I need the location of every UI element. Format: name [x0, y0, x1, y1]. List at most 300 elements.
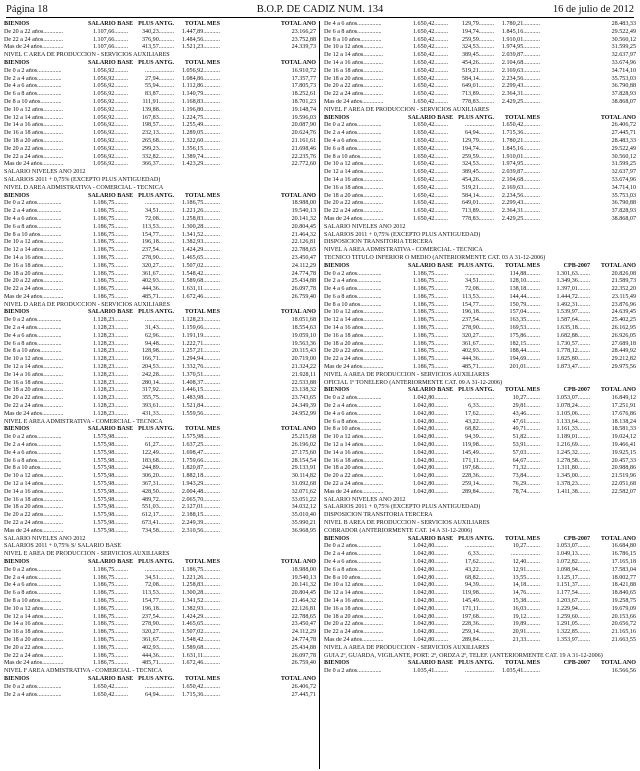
cell: 38.868,07 [611, 215, 636, 222]
table-row [324, 348, 636, 356]
cell: 1.107,66......... [92, 36, 128, 43]
cell: De 18 a 20 años............. [324, 613, 384, 620]
table-row [324, 21, 636, 29]
section-heading [324, 247, 636, 255]
cell: De 22 a 24 años............. [324, 91, 384, 98]
cell: 29.522,49 [611, 28, 636, 35]
cell: 18.554,63 [291, 325, 316, 332]
cell: 26.406,72 [611, 122, 636, 129]
cell: SALARIO NIVELES AÑO 2012 [324, 496, 406, 503]
cell: 1.322,85........ [556, 629, 590, 636]
cell: 154,77.......... [142, 597, 174, 604]
cell: 19.540,13 [291, 208, 316, 215]
cell: 1.186,75......... [92, 574, 128, 581]
cell: 1.341,52........... [181, 597, 220, 604]
table-row [4, 621, 316, 629]
cell: De 4 a 6 años................ [324, 286, 382, 293]
table-row [324, 434, 636, 442]
table-row [4, 434, 316, 442]
table-row [4, 684, 316, 692]
table-row [4, 122, 316, 130]
table-row [324, 200, 636, 208]
cell: TOTAL MES [184, 59, 220, 66]
table-header [4, 426, 316, 434]
table-row [4, 278, 316, 286]
cell: 14,18......... [512, 582, 540, 589]
table-row [324, 146, 636, 154]
cell: 1.229,94........ [556, 605, 590, 612]
cell: SALARIO BASE [88, 192, 134, 199]
cell: 19,89......... [512, 621, 540, 628]
cell: De 4 a 6 años................ [324, 137, 382, 144]
cell: 1.186,75......... [92, 247, 128, 254]
cell: De 12 a 14 años............. [4, 481, 64, 488]
cell: 20.804,45 [291, 223, 316, 230]
cell: 713,89.......... [462, 208, 494, 215]
table-row [4, 29, 316, 37]
cell: PLUS ANTG. [138, 558, 174, 565]
cell: 2.104,68........... [501, 176, 540, 183]
cell: TOTAL MES [184, 558, 220, 565]
cell: TOTAL MES [504, 535, 540, 542]
cell: 1.186,75......... [412, 317, 448, 324]
cell: 94,48.......... [145, 340, 174, 347]
table-row [4, 317, 316, 325]
cell: 18.002,77 [611, 574, 636, 581]
cell: De 14 a 16 años............. [4, 621, 64, 628]
table-row [324, 450, 636, 458]
cell: 2.169,63........... [501, 184, 540, 191]
cell: 1.053,07........ [556, 395, 590, 402]
cell: De 16 a 18 años............. [4, 262, 64, 269]
cell: 2.310,56........... [181, 527, 220, 534]
table-row [324, 286, 636, 294]
cell: 1.378,23........ [556, 481, 590, 488]
cell: SALARIO BASE [88, 59, 134, 66]
section-heading [324, 653, 636, 661]
cell: 19.466,41 [611, 442, 636, 449]
cell: 1.168,83........... [181, 98, 220, 105]
cell: 278,90.......... [462, 325, 494, 332]
section-heading [324, 107, 636, 115]
cell: NIVEL C AREA DE PRODUCCION - SERVICIOS AUXILIARES [4, 52, 170, 59]
cell: 145,49.......... [462, 597, 494, 604]
cell: 24.639,45 [611, 309, 636, 316]
cell: 1.053,07........ [556, 543, 590, 550]
section-heading [4, 302, 316, 310]
cell: 1.446,15........... [181, 387, 220, 394]
cell: 1.587,64........ [556, 317, 590, 324]
table-row [324, 161, 636, 169]
cell: 1.575,98......... [92, 434, 128, 441]
cell: De 22 a 24 años............. [4, 153, 64, 160]
section-heading [324, 504, 636, 512]
table-row [4, 333, 316, 341]
cell: TOTAL AÑO [280, 192, 316, 199]
cell: 444,36.......... [142, 286, 174, 293]
table-row [324, 395, 636, 403]
cell: TOTAL MES [184, 309, 220, 316]
cell: 389,45.......... [462, 52, 494, 59]
cell: 34,51.......... [465, 278, 494, 285]
cell: 27,94.......... [145, 75, 174, 82]
cell: 1.186,75......... [412, 332, 448, 339]
cell: De 6 a 8 años................ [324, 293, 382, 300]
cell: 20.457,33 [611, 457, 636, 464]
cell: 673,41.......... [142, 520, 174, 526]
cell: De 16 a 18 años............. [4, 496, 64, 503]
cell: 31.599,25 [611, 44, 636, 51]
cell: 35.010,40 [291, 512, 316, 519]
cell: 201,01......... [509, 364, 540, 371]
cell: 16.786,15 [611, 551, 636, 558]
cell: 1.575,98......... [92, 527, 128, 534]
cell: 128,98.......... [142, 348, 174, 355]
table-row [4, 341, 316, 349]
cell: 19.540,13 [291, 574, 316, 581]
cell: 454,26.......... [462, 59, 494, 66]
cell: 1.042,80......... [412, 418, 448, 425]
cell: 1.650,42......... [412, 208, 448, 215]
cell: 1.650,42......... [412, 169, 448, 176]
table-header [4, 21, 316, 29]
cell: 32.637,97 [611, 52, 636, 59]
cell: 83,87.......... [145, 91, 174, 98]
cell: De 0 a 2 años................ [4, 683, 62, 690]
cell: Mas de 24 años.............. [324, 215, 384, 222]
cell: De 4 a 6 años................ [324, 410, 382, 417]
cell: 734,58.......... [142, 527, 174, 534]
cell: 1.042,80......... [412, 434, 448, 441]
cell: 33.674,96 [611, 176, 636, 183]
cell: 1.128,23......... [92, 403, 128, 410]
cell: 1.259,60........ [556, 613, 590, 620]
cell: 1.294,94........... [181, 356, 220, 363]
cell: 1.056,92......... [92, 153, 128, 160]
cell: 1.465,65........... [181, 621, 220, 628]
cell: TOTAL MES [184, 192, 220, 199]
cell: 61,27.......... [145, 442, 174, 449]
cell: ................... [145, 200, 174, 207]
cell: 1.042,80......... [412, 481, 448, 488]
table-row [324, 302, 636, 310]
cell: 26.196,02 [291, 442, 316, 449]
cell: 68,82.......... [465, 574, 494, 581]
cell: 1.575,98......... [92, 520, 128, 526]
table-row [324, 185, 636, 193]
cell: De 20 a 22 años............. [4, 512, 64, 519]
cell: 28.483,33 [611, 21, 636, 27]
cell: 20.115,43 [291, 348, 316, 355]
cell: 1.650,42......... [412, 21, 448, 27]
cell: 1.650,42......... [412, 75, 448, 82]
cell: 25.402,25 [611, 317, 636, 324]
cell: 519,21.......... [462, 184, 494, 191]
section-heading [4, 177, 316, 185]
cell: 1.332,76........... [181, 364, 220, 371]
table-row [4, 614, 316, 622]
cell: De 10 a 12 años............. [324, 309, 384, 316]
cell: 20.719,00 [291, 356, 316, 363]
cell: 25.434,88 [291, 278, 316, 285]
cell: De 6 a 8 años................ [324, 145, 382, 152]
cell: 1.042,80......... [412, 403, 448, 410]
cell: OFICIAL 1º TONELERO (ANTERIORMENTE CAT. 09 A 31-12-2006) [324, 379, 503, 386]
cell: De 10 a 12 años............. [324, 161, 384, 168]
table-row [4, 154, 316, 162]
table-row [4, 567, 316, 575]
cell: 1.186,75......... [412, 270, 448, 277]
cell: 1.650,42......... [412, 122, 448, 129]
cell: De 8 a 10 años.............. [324, 574, 382, 581]
cell: TOTAL MES [504, 262, 540, 269]
cell: ................... [511, 551, 540, 558]
table-row [4, 660, 316, 668]
cell: De 10 a 12 años............. [4, 605, 64, 612]
cell: 163,35......... [509, 317, 540, 324]
cell: 1.575,98......... [92, 496, 128, 503]
cell: 1.341,52........... [181, 231, 220, 238]
cell: 1.589,68........... [181, 278, 220, 285]
cell: 1.042,80......... [412, 636, 448, 643]
table-row [324, 567, 636, 575]
cell: NIVEL B AREA DE PRODUCCION - SERVICIOS AUXILIARES [324, 520, 490, 526]
cell: 18.840,65 [611, 590, 636, 597]
cell: 584,14.......... [462, 75, 494, 82]
cell: 237,54.......... [462, 317, 494, 324]
cell: De 4 a 6 años................ [324, 21, 382, 27]
cell: 16.910,72 [291, 67, 316, 74]
cell: 17,62.......... [465, 558, 494, 565]
cell: 1.186,75......... [412, 348, 448, 355]
cell: 1.186,75......... [92, 208, 128, 215]
cell: 167,83.......... [142, 114, 174, 121]
cell: TOTAL AÑO [280, 59, 316, 66]
table-row [4, 130, 316, 138]
cell: PLUS ANTG. [458, 387, 494, 394]
table-row [4, 442, 316, 450]
cell: 1.322,60........... [181, 137, 220, 144]
cell: Mas de 24 años.............. [4, 293, 64, 300]
table-row [324, 208, 636, 216]
cell: 1.128,23......... [92, 325, 128, 332]
cell: 17.165,18 [611, 558, 636, 565]
cell: 1.112,86........... [182, 83, 220, 90]
cell: 1.042,80......... [412, 629, 448, 636]
cell: 1.492,31........ [556, 301, 590, 308]
cell: 25.434,88 [291, 644, 316, 651]
table-row [4, 239, 316, 247]
cell: BIENIOS [4, 675, 30, 682]
cell: 1.635,18........ [556, 325, 590, 332]
table-row [4, 263, 316, 271]
cell: 16.566,56 [611, 668, 636, 675]
cell: 26.759,40 [291, 660, 316, 667]
cell: PLUS ANTG. [458, 535, 494, 542]
cell: 19.679,09 [611, 605, 636, 612]
page-number: Página 18 [6, 4, 48, 15]
cell: 14,76......... [512, 590, 540, 597]
cell: 1.650,42......... [92, 683, 128, 690]
cell: De 2 a 4 años................ [324, 551, 382, 558]
cell: 1.042,80......... [412, 582, 448, 589]
cell: 1.186,75......... [412, 340, 448, 347]
cell: 317,92.......... [142, 387, 174, 394]
table-row [4, 138, 316, 146]
cell: 129,79.......... [462, 137, 494, 144]
table-row [324, 138, 636, 146]
cell: 1.521,23........... [181, 44, 220, 51]
table-header [324, 536, 636, 544]
cell: 485,71.......... [142, 293, 174, 300]
cell: 242,28.......... [142, 371, 174, 378]
cell: 62,96.......... [145, 332, 174, 339]
cell: 278,90.......... [142, 621, 174, 628]
table-row [4, 37, 316, 45]
cell: 129,79.......... [462, 21, 494, 27]
cell: 22.582,07 [611, 488, 636, 495]
cell: 1.424,29........... [181, 247, 220, 254]
cell: 1.186,75......... [92, 597, 128, 604]
cell: SALARIO BASE [88, 426, 134, 433]
cell: 1.078,24........ [556, 403, 590, 410]
cell: 18.988,00 [291, 200, 316, 207]
cell: CPB-2007 [563, 262, 590, 269]
cell: 778,83.......... [462, 215, 494, 222]
cell: 194,69......... [509, 356, 540, 363]
cell: 1.128,23......... [92, 379, 128, 386]
cell: 21.324,22 [291, 364, 316, 371]
cell: 22.788,65 [291, 247, 316, 254]
cell: 1.196,80........... [181, 106, 220, 113]
cell: De 18 a 20 años............. [4, 636, 64, 643]
cell: 1.042,80......... [412, 558, 448, 565]
cell: De 22 a 24 años............. [4, 520, 64, 526]
cell: PLUS ANTG. [458, 262, 494, 269]
cell: 18.051,68 [291, 317, 316, 324]
cell: BIENIOS [4, 558, 30, 565]
cell: De 6 a 8 años................ [4, 457, 62, 464]
cell: 20.656,72 [611, 621, 636, 628]
cell: 119,98.......... [462, 590, 494, 597]
cell: 1.186,75......... [412, 301, 448, 308]
cell: De 12 a 14 años............. [324, 52, 384, 59]
table-row [4, 200, 316, 208]
cell: 1.042,80......... [412, 395, 448, 402]
cell: 27.175,60 [291, 449, 316, 456]
right-column [324, 21, 636, 769]
cell: 1.300,28........... [181, 223, 220, 230]
cell: 1.650,42......... [412, 200, 448, 207]
table-row [4, 247, 316, 255]
table-row [4, 590, 316, 598]
cell: 37.828,93 [611, 91, 636, 98]
cell: 31.599,25 [611, 161, 636, 168]
cell: TOTAL AÑO [280, 309, 316, 316]
cell: TOTAL AÑO [280, 558, 316, 565]
cell: 402,93.......... [142, 278, 174, 285]
cell: De 16 a 18 años............. [4, 379, 64, 386]
section-heading [4, 185, 316, 193]
cell: De 6 a 8 años................ [4, 340, 62, 347]
table-row [4, 645, 316, 653]
cell: De 14 a 16 años............. [324, 176, 384, 183]
cell: TOTAL MES [504, 114, 540, 121]
cell: 1.575,98......... [92, 488, 128, 495]
cell: PLUS ANTG. [138, 309, 174, 316]
cell: 20.153,66 [611, 613, 636, 620]
cell: 22.772,60 [291, 161, 316, 168]
cell: 1.128,23......... [92, 317, 128, 324]
cell: De 10 a 12 años............. [4, 106, 64, 113]
table-row [324, 309, 636, 317]
cell: 1.910,01........... [501, 153, 540, 160]
cell: 1.186,75......... [92, 215, 128, 222]
table-row [324, 621, 636, 629]
cell: 1.128,23........... [181, 317, 220, 324]
cell: 17.357,77 [291, 75, 316, 82]
cell: 19.059,10 [291, 332, 316, 339]
cell: 1.042,80......... [412, 488, 448, 495]
cell: De 16 a 18 años............. [324, 67, 384, 74]
cell: 30.560,12 [611, 36, 636, 43]
table-row [4, 216, 316, 224]
cell: 1.186,75......... [92, 582, 128, 589]
section-heading [324, 520, 636, 528]
cell: 1.128,23......... [92, 395, 128, 402]
table-row [4, 356, 316, 364]
cell: 1.042,80......... [412, 543, 448, 550]
cell: De 2 a 4 años................ [4, 691, 62, 698]
cell: 1.575,98......... [92, 465, 128, 472]
table-row [4, 582, 316, 590]
cell: 2.188,15........... [181, 512, 220, 519]
table-row [324, 458, 636, 466]
cell: 355,75.......... [142, 395, 174, 402]
table-row [4, 450, 316, 458]
cell: De 4 a 6 años................ [324, 558, 382, 565]
cell: 1.072,82........ [556, 558, 590, 565]
cell: 1.650,42......... [412, 137, 448, 144]
cell: ................... [145, 67, 174, 74]
cell: 280,14.......... [142, 379, 174, 386]
cell: 21.165,16 [611, 629, 636, 636]
cell: 1.186,75......... [92, 566, 128, 573]
table-row [4, 458, 316, 466]
cell: 21.928,11 [291, 371, 316, 378]
section-heading [324, 224, 636, 232]
cell: 1.128,23......... [92, 348, 128, 355]
cell: De 16 a 18 años............. [324, 457, 384, 464]
cell: 18.138,24 [611, 418, 636, 425]
cell: De 6 a 8 años................ [4, 223, 62, 230]
cell: 196,18.......... [462, 309, 494, 316]
cell: 13,55......... [512, 574, 540, 581]
cell: 21.663,55 [611, 636, 636, 643]
cell: 19,12......... [512, 613, 540, 620]
cell: TOTAL MES [184, 426, 220, 433]
cell: 194,74.......... [462, 145, 494, 152]
cell: 1.356,15........... [181, 145, 220, 152]
cell: 1.056,92......... [92, 106, 128, 113]
cell: De 12 a 14 años............. [324, 590, 384, 597]
cell: 1.042,80......... [412, 410, 448, 417]
cell: 73,84......... [512, 473, 540, 480]
cell: De 10 a 12 años............. [324, 582, 384, 589]
cell: NIVEL E AREA ADMISTRATIVA - COMERCIAL - TECNICA [4, 418, 163, 425]
cell: De 10 a 12 años............. [4, 473, 64, 480]
cell: 1.650,42......... [412, 176, 448, 183]
